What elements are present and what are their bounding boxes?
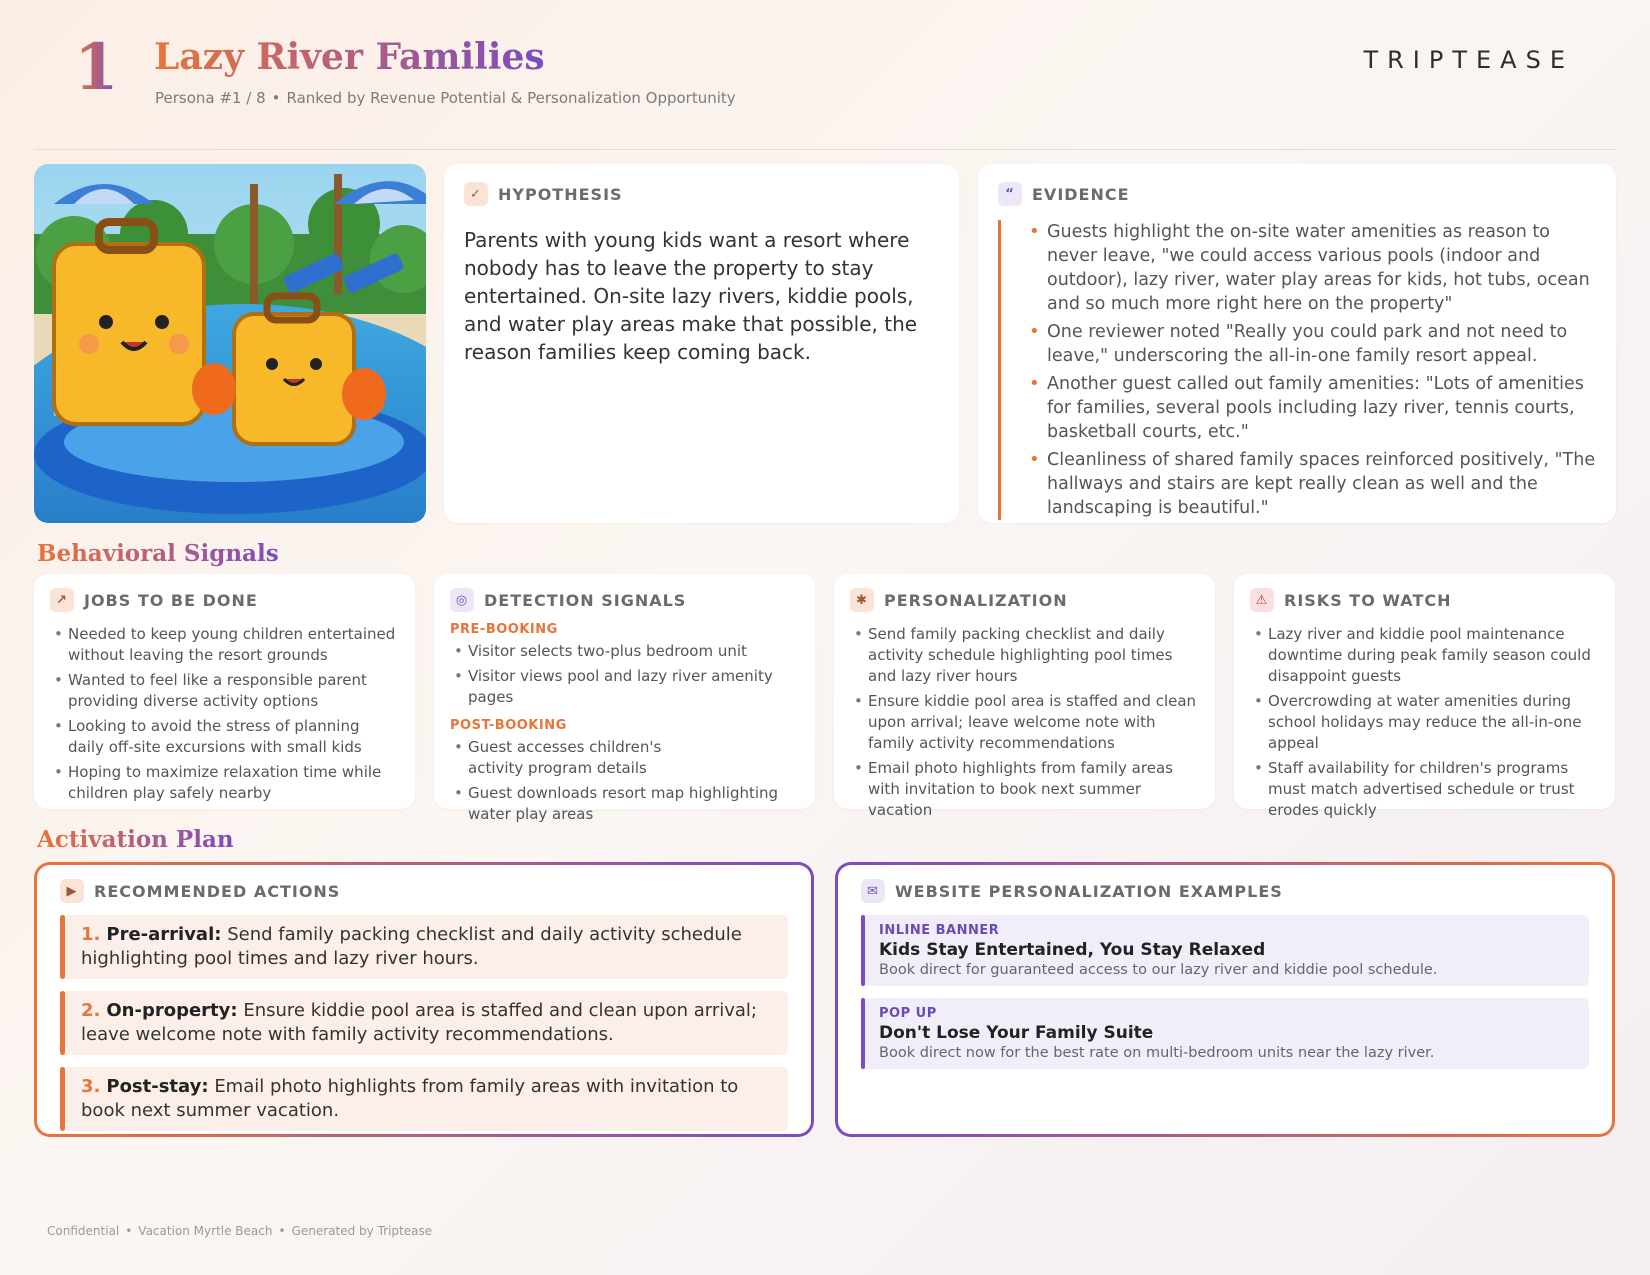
list-item: • Wanted to feel like a responsible parent providing diverse activity options xyxy=(50,670,399,712)
header-divider xyxy=(34,149,1616,150)
detection-signals-card xyxy=(434,574,815,823)
evidence-list xyxy=(998,220,1596,520)
list-item: • Guest downloads resort map highlighting water play areas xyxy=(450,783,799,825)
activation-plan-title: Activation Plan xyxy=(37,826,234,853)
personalization-card xyxy=(834,574,1215,819)
sparkle-icon: ✱ xyxy=(850,588,874,612)
list-item: • Visitor views pool and lazy river amenity pages xyxy=(450,666,799,708)
list-item: • Visitor selects two-plus bedroom unit xyxy=(450,641,799,662)
detection-label: DETECTION SIGNALS xyxy=(484,590,687,610)
jobs-to-be-done-card xyxy=(34,574,415,809)
actions-label: RECOMMENDED ACTIONS xyxy=(94,881,341,901)
evidence-header xyxy=(998,182,1596,206)
evidence-item: • Another guest called out family amenities: "Lots of amenities for families, several pools including lazy river, tennis courts, basketball courts, etc." xyxy=(1029,372,1596,444)
jobs-label: JOBS TO BE DONE xyxy=(84,590,258,610)
list-item: • Hoping to maximize relaxation time while children play safely nearby xyxy=(50,762,399,804)
action-item: 2. On-property: Ensure kiddie pool area is staffed and clean upon arrival; leave welcome note with family activity recommendations. xyxy=(60,991,788,1055)
risks-label: RISKS TO WATCH xyxy=(1284,590,1452,610)
persona-index: Persona #1 / 8 xyxy=(155,89,266,107)
list-item: • Email photo highlights from family areas with invitation to book next summer vacation xyxy=(850,758,1199,821)
target-icon: ◎ xyxy=(450,588,474,612)
example-inline-banner: INLINE BANNER Kids Stay Entertained, You Stay Relaxed Book direct for guaranteed access to our lazy river and kiddie pool schedule. xyxy=(861,915,1589,986)
arrow-up-right-icon: ↗ xyxy=(50,588,74,612)
action-item: 1. Pre-arrival: Send family packing checklist and daily activity schedule highlighting pool times and lazy river hours. xyxy=(60,915,788,979)
behavioral-signals-title: Behavioral Signals xyxy=(37,540,279,567)
list-item: • Staff availability for children's programs must match advertised schedule or trust erodes quickly xyxy=(1250,758,1599,821)
quote-icon: “ xyxy=(998,182,1022,206)
website-label: WEBSITE PERSONALIZATION EXAMPLES xyxy=(895,881,1283,901)
action-item: 3. Post-stay: Email photo highlights from family areas with invitation to book next summer vacation. xyxy=(60,1067,788,1131)
recommended-actions-card xyxy=(34,862,814,1137)
list-item: • Lazy river and kiddie pool maintenance downtime during peak family season could disappoint guests xyxy=(1250,624,1599,687)
persona-number: 1 xyxy=(74,30,119,105)
ranking-text: Ranked by Revenue Potential & Personalization Opportunity xyxy=(286,89,736,107)
personalization-label: PERSONALIZATION xyxy=(884,590,1068,610)
persona-subtitle: Persona #1 / 8 • Ranked by Revenue Potential & Personalization Opportunity xyxy=(155,89,736,107)
warning-icon: ⚠ xyxy=(1250,588,1274,612)
website-personalization-card xyxy=(835,862,1615,1137)
play-icon: ▶ xyxy=(60,879,84,903)
evidence-label: EVIDENCE xyxy=(1032,184,1130,204)
list-item: • Overcrowding at water amenities during school holidays may reduce the all-in-one appeal xyxy=(1250,691,1599,754)
list-item: • Guest accesses children's activity program details xyxy=(450,737,799,779)
footer: Confidential • Vacation Myrtle Beach • Generated by Triptease xyxy=(47,1224,433,1238)
list-item: • Ensure kiddie pool area is staffed and clean upon arrival; leave welcome note with family activity recommendations xyxy=(850,691,1199,754)
check-icon: ✓ xyxy=(464,182,488,206)
persona-title: Lazy River Families xyxy=(154,36,545,78)
post-booking-label: POST-BOOKING xyxy=(450,718,567,733)
risks-card xyxy=(1234,574,1615,819)
envelope-icon: ✉ xyxy=(861,879,885,903)
hypothesis-card xyxy=(444,164,959,523)
pre-booking-label: PRE-BOOKING xyxy=(450,622,558,637)
evidence-item: • Guests highlight the on-site water amenities as reason to never leave, "we could access various pools (indoor and outdoor), lazy river, water play areas for kids, hot tubs, ocean and so much more right here on the property" xyxy=(1029,220,1596,316)
evidence-item: • Cleanliness of shared family spaces reinforced positively, "The hallways and stairs are kept really clean as well and the landscaping is beautiful." xyxy=(1029,448,1596,520)
hypothesis-text: Parents with young kids want a resort where nobody has to leave the property to stay entertained. On-site lazy rivers, kiddie pools, and water play areas make that possible, the reason families keep coming back. xyxy=(464,228,918,364)
hypothesis-label: HYPOTHESIS xyxy=(498,184,623,204)
brand-logo: TRIPTEASE xyxy=(1363,46,1574,74)
list-item: • Send family packing checklist and daily activity schedule highlighting pool times and lazy river hours xyxy=(850,624,1199,687)
persona-illustration xyxy=(34,164,426,523)
evidence-item: • One reviewer noted "Really you could park and not need to leave," underscoring the all-in-one family resort appeal. xyxy=(1029,320,1596,368)
list-item: • Needed to keep young children entertained without leaving the resort grounds xyxy=(50,624,399,666)
evidence-card xyxy=(978,164,1616,523)
hypothesis-header xyxy=(464,182,939,206)
list-item: • Looking to avoid the stress of planning daily off-site excursions with small kids xyxy=(50,716,399,758)
example-pop-up: POP UP Don't Lose Your Family Suite Book direct now for the best rate on multi-bedroom units near the lazy river. xyxy=(861,998,1589,1069)
